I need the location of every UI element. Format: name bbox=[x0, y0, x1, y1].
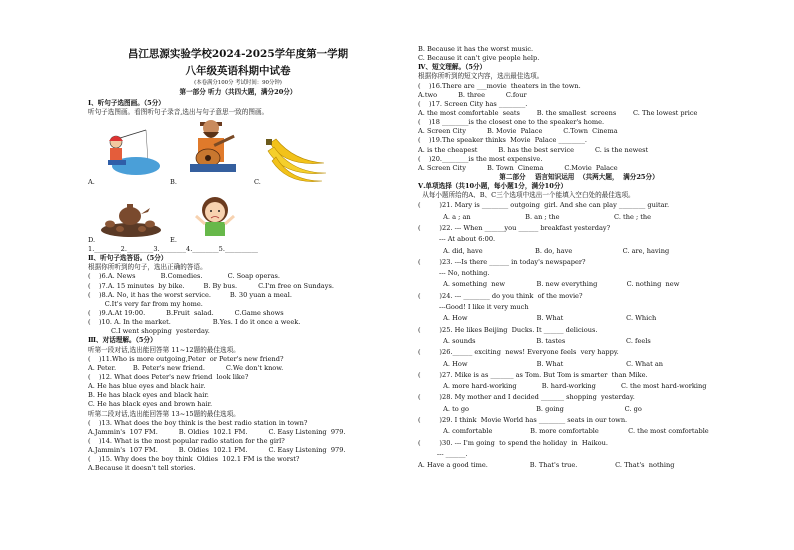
question-line: ( )29. I think Movie World has ________ seats in our town. bbox=[418, 416, 628, 425]
question-line: ( )15. Why does the boy think Oldies 102.1 FM is the worst? bbox=[88, 455, 300, 464]
question-line: ( )22. --- When ______you ______ breakfast yesterday? bbox=[418, 223, 611, 232]
question-line: ( )24. --- ________ do you think of the movie? bbox=[418, 291, 583, 300]
left-column bbox=[88, 0, 388, 550]
question-line: --- At about 6:00. bbox=[418, 235, 496, 244]
question-line: C. He has black eyes and brown hair. bbox=[88, 400, 213, 409]
option-line: A. to go B. going C. go bbox=[418, 404, 642, 413]
question-line: ( )25. He likes Beijing Ducks. It ______ delicious. bbox=[418, 325, 598, 334]
section5-title: Ⅴ.单项选择（共10小题，每小题1分，满分10分） bbox=[418, 182, 568, 191]
question-line: --- No, nothing. bbox=[418, 269, 490, 278]
question-line: ( )7.A. 15 minutes by bike. B. By bus. C.I'm free on Sundays. bbox=[88, 281, 334, 290]
exam-school-title: 昌江思源实验学校2024-2025学年度第一学期 bbox=[127, 48, 349, 60]
option-line: A. Have a good time. B. That's true. C. That's nothing bbox=[418, 461, 675, 470]
section2-instruction: 根据你所听到的句子，选出正确的答语。 bbox=[88, 263, 207, 272]
option-line: A. comfortable B. more comfortable C. the most comfortable bbox=[418, 427, 709, 436]
option-line: A. something new B. new everything C. nothing new bbox=[418, 280, 680, 289]
exam-info: (本卷满分100分 考试时间：90分钟) bbox=[194, 80, 282, 86]
section2-title: Ⅱ、听句子选答语。（5分） bbox=[88, 254, 168, 263]
option-line: A. a ; an B. an ; the C. the ; the bbox=[418, 212, 652, 221]
option-line: A. How B. What C. Which bbox=[418, 314, 657, 323]
question-line: ( )17. Screen City has ________. bbox=[418, 99, 528, 108]
picture-label-e: E. bbox=[170, 236, 177, 244]
fishing-boy-picture bbox=[98, 128, 160, 176]
section1-title: Ⅰ、听句子选图画。（5分） bbox=[88, 99, 165, 107]
tea-set-picture bbox=[100, 196, 162, 238]
question-line: ( )26.______ exciting news! Everyone feels very happy. bbox=[418, 348, 619, 357]
question-line: 听第二段对话,选出能回答第 13~15题的最佳选项。 bbox=[88, 409, 240, 418]
bananas-picture bbox=[264, 133, 330, 185]
question-line: A.Jammin's 107 FM. B. Oldies 102.1 FM. C. Easy Listening 979. bbox=[88, 446, 346, 455]
question-line: ( )19.The speaker thinks Movie Palace ________. bbox=[418, 136, 587, 145]
question-line: B. He has black eyes and black hair. bbox=[88, 391, 209, 400]
section3-title: Ⅲ、对话理解。（5分） bbox=[88, 336, 157, 345]
picture-label-c: C. bbox=[254, 178, 261, 186]
part1-heading: 第一部分 听力（共四大题，满分20分） bbox=[179, 88, 297, 96]
question-line: ( )20.________is the most expensive. bbox=[418, 154, 543, 163]
option-line: A. did, have B. do, have C. are, having bbox=[418, 246, 670, 255]
question-line: B. Because it has the worst music. bbox=[418, 45, 534, 53]
question-line: 听第一段对话,选出能回答第 11~12题的最佳选项。 bbox=[88, 345, 240, 354]
picture-label-a: A. bbox=[88, 178, 95, 186]
question-line: ( )18 ________is the closest one to the speaker's home. bbox=[418, 118, 605, 127]
question-line: A. He has blue eyes and black hair. bbox=[88, 382, 206, 391]
question-line: ( )9.A.At 19:00. B.Fruit salad. C.Game shows bbox=[88, 308, 284, 317]
section1-instruction: 听句子选图画。看图听句子录音,选出与句子意思一致的图画。 bbox=[88, 108, 269, 117]
question-line: ( )16.There are ___movie theaters in the town. bbox=[418, 81, 581, 90]
question-line: --- ______. bbox=[418, 449, 468, 458]
question-line: A.two B. three C.four bbox=[418, 90, 527, 99]
question-line: A.Because it doesn't tell stories. bbox=[88, 464, 196, 473]
question-line: ( )28. My mother and I decided _______ shopping yesterday. bbox=[418, 393, 635, 402]
section4-title: Ⅳ、短文理解。（5分） bbox=[418, 63, 487, 72]
sick-girl-picture bbox=[192, 192, 238, 240]
question-line: ( )14. What is the most popular radio station for the girl? bbox=[88, 436, 285, 445]
question-line: ( )10. A. In the market. B.Yes. I do it once a week. bbox=[88, 318, 301, 327]
question-line: A. is the cheapest B. has the best service C. is the newest bbox=[418, 145, 649, 154]
question-line: ( )30. --- I'm going to spend the holiday in Haikou. bbox=[418, 438, 608, 447]
question-line: ( )8.A. No, it has the worst service. B. 30 yuan a meal. bbox=[88, 290, 292, 299]
part2-heading: 第二部分 语言知识运用 （共两大题， 满分25分） bbox=[499, 172, 659, 181]
question-line: A.Jammin's 107 FM. B. Oldies 102.1 FM. C. Easy Listening 979. bbox=[88, 427, 346, 436]
exam-subject-title: 八年级英语科期中试卷 bbox=[185, 65, 291, 77]
question-line: C.It's very far from my home. bbox=[88, 299, 203, 308]
question-line: ( )13. What does the boy think is the best radio station in town? bbox=[88, 418, 308, 427]
option-line: A. sounds B. tastes C. feels bbox=[418, 336, 651, 345]
picture-label-b: B. bbox=[170, 178, 177, 186]
right-column bbox=[418, 45, 740, 472]
question-line: A. Peter. B. Peter's new friend. C.We don't know. bbox=[88, 363, 284, 372]
option-line: A. more hard-working B. hard-working C. the most hard-working bbox=[418, 382, 707, 391]
picture-label-d: D. bbox=[88, 236, 96, 244]
option-line: A. How B. What C. What an bbox=[418, 359, 664, 368]
question-line: 根据你所听到的短文内容，选出最佳选项。 bbox=[418, 72, 544, 81]
section5-instruction: 从每小题所给的A、B、C三个选项中选出一个能填入空白处的最佳选项。 bbox=[418, 191, 635, 200]
question-line: A. the most comfortable seats B. the smallest screens C. The lowest price bbox=[418, 108, 698, 117]
section1-answer-blanks: 1.________2.________3.________4.________5.__________ bbox=[88, 245, 258, 253]
question-line: C.I went shopping yesterday. bbox=[88, 327, 210, 336]
question-line: ( )11.Who is more outgoing,Peter or Peter's new friend? bbox=[88, 354, 284, 363]
guitar-player-picture bbox=[184, 112, 242, 178]
question-line: C. Because it can't give people help. bbox=[418, 54, 540, 63]
question-line: ---Good! I like it very much bbox=[418, 303, 529, 312]
question-line: ( )27. Mike is as _______ as Tom. But Tom is smarter than Mike. bbox=[418, 370, 648, 379]
question-line: ( )23. ---Is there ______ in today's newspaper? bbox=[418, 257, 586, 266]
question-line: A. Screen City B. Movie Palace C.Town Cinema bbox=[418, 127, 618, 136]
question-line: ( )6.A. News B.Comedies. C. Soap operas. bbox=[88, 272, 280, 281]
question-line: A. Screen City B. Town Cinema C.Movie Palace bbox=[418, 163, 618, 172]
question-line: ( )21. Mary is ________ outgoing girl. And she can play ________ guitar. bbox=[418, 201, 670, 210]
question-line: ( )12. What does Peter's new friend look like? bbox=[88, 372, 249, 381]
